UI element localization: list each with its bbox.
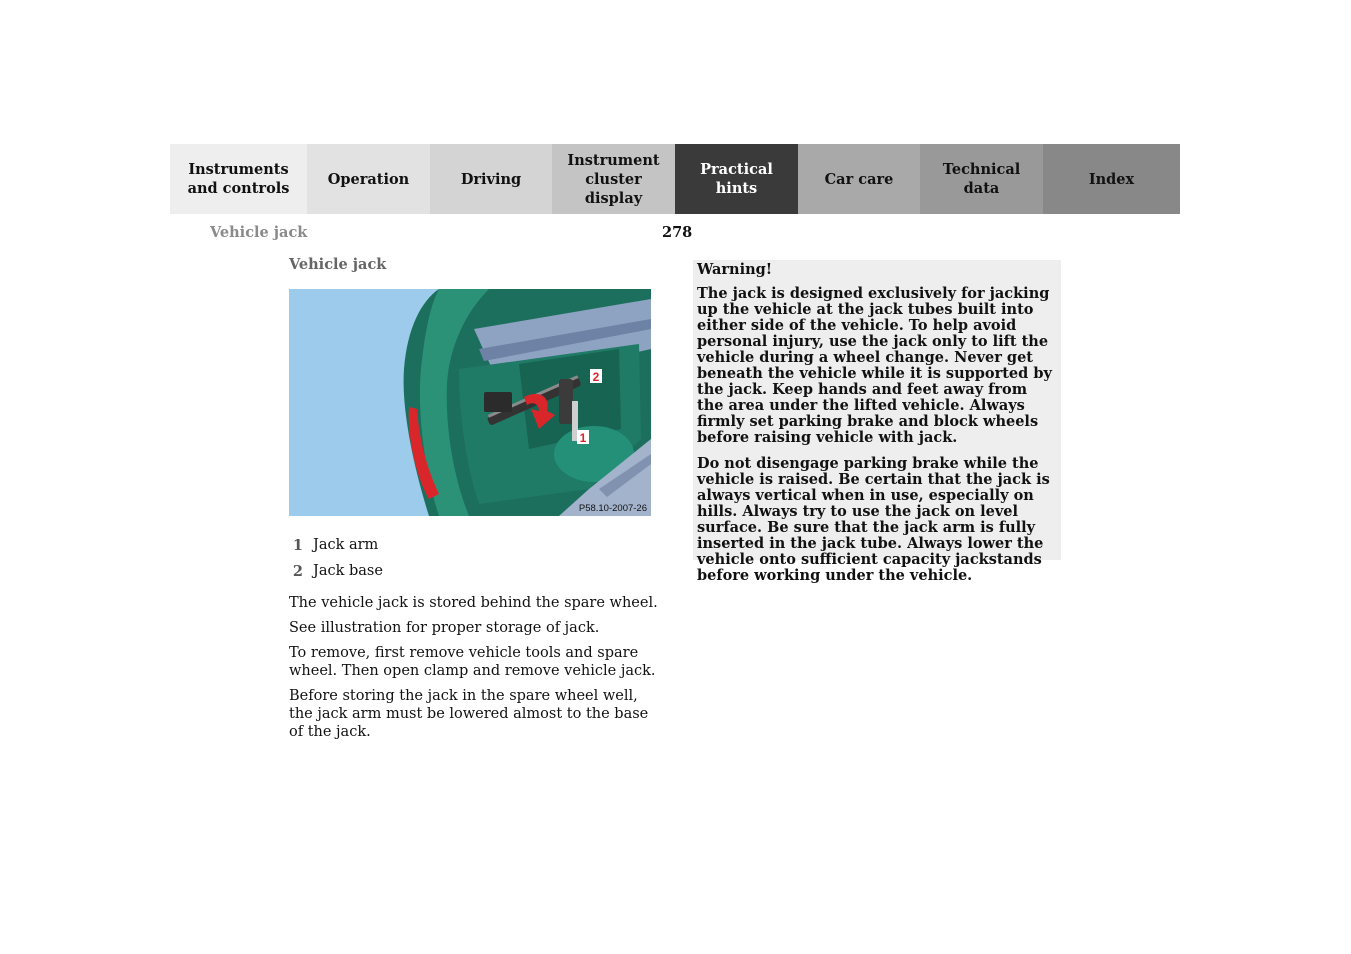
tab-technical-data[interactable] (920, 144, 1043, 214)
tab-label: Index (1088, 170, 1135, 188)
paragraph: The vehicle jack is stored behind the spare wheel. (289, 595, 658, 611)
paragraph: See illustration for proper storage of jack. (289, 620, 600, 636)
tab-label: Driving (460, 170, 522, 188)
figure-legend (289, 532, 383, 584)
warning-box (693, 260, 1061, 584)
callout-2: 2 (592, 370, 600, 384)
tab-label: Instrument cluster display (567, 151, 660, 207)
legend-item (289, 532, 383, 558)
legend-label: Jack base (313, 563, 383, 579)
warning-paragraph: Do not disengage parking brake while the vehicle is raised. Be certain that the jack is always vertical when in use, especially on hills. Always try to use the jack on level surface. Be sure that the jack arm is fully inserted in the jack tube. Always lower the vehicle onto sufficient capacity jackstands before working under the vehicle. (697, 455, 1050, 584)
legend-number: 1 (292, 536, 303, 554)
tab-index[interactable] (1043, 144, 1180, 214)
page-number: 278 (662, 224, 693, 241)
tab-label: Instruments and controls (187, 161, 290, 197)
tab-label: Car care (824, 170, 894, 188)
figure-code: P58.10-2007-26 (578, 503, 647, 514)
tab-car-care[interactable] (798, 144, 920, 214)
paragraph: Before storing the jack in the spare wheel well, the jack arm must be lowered almost to the base of the jack. (289, 688, 649, 740)
legend-item (289, 558, 383, 584)
instructions-text (289, 594, 659, 748)
tab-label: Practical hints (700, 161, 773, 197)
section-nav (170, 144, 1180, 214)
tab-instruments-and-controls[interactable] (170, 144, 307, 214)
tab-driving[interactable] (430, 144, 552, 214)
tab-operation[interactable] (307, 144, 430, 214)
legend-label: Jack arm (313, 537, 379, 553)
running-section-title: Vehicle jack (210, 224, 308, 241)
trunk-drawing (289, 289, 651, 516)
page-heading: Vehicle jack (289, 256, 387, 273)
tab-practical-hints[interactable] (675, 144, 798, 214)
tab-label: Technical data (942, 161, 1021, 197)
paragraph: To remove, first remove vehicle tools and spare wheel. Then open clamp and remove vehicle jack. (289, 645, 656, 679)
tab-label: Operation (327, 170, 410, 188)
jack-illustration (289, 289, 651, 516)
legend-number: 2 (292, 562, 303, 580)
warning-paragraph: The jack is designed exclusively for jacking up the vehicle at the jack tubes built into either side of the vehicle. To help avoid personal injury, use the jack only to lift the vehicle during a wheel change. Never get beneath the vehicle while it is supported by the jack. Keep hands and feet away from the area under the lifted vehicle. Always firmly set parking brake and block wheels before raising vehicle with jack. (697, 285, 1052, 446)
warning-title: Warning! (697, 261, 773, 278)
tab-instrument-cluster-display[interactable] (552, 144, 675, 214)
callout-1: 1 (579, 431, 587, 445)
